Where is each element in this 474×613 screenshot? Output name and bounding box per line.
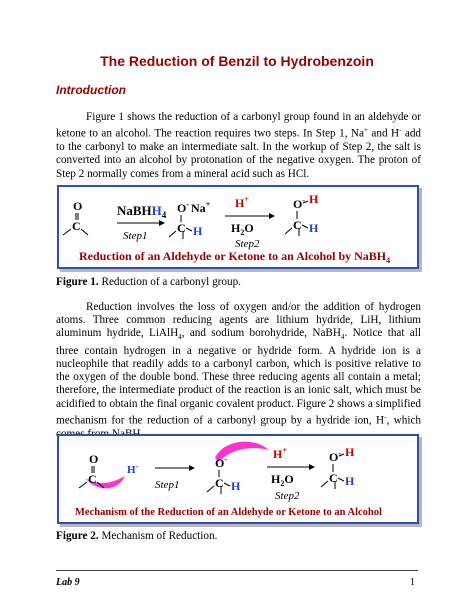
- footer-divider: [56, 570, 418, 571]
- hydride-ion: H-: [127, 462, 139, 476]
- m-product-ch-hydrogen: H: [345, 474, 355, 488]
- step2-label: Step2: [235, 238, 260, 250]
- intermediate-hydrogen: H: [193, 224, 203, 238]
- intermediate-carbon: C: [177, 221, 186, 235]
- m-reactant-carbon: C: [88, 472, 97, 486]
- figure-2-caption: Figure 2. Mechanism of Reduction.: [56, 530, 218, 542]
- m-reactant-oxygen: O: [89, 452, 99, 466]
- intro-paragraph: Figure 1 shows the reduction of a carbonyl group found in an aldehyde or ketone to an alcohol. The reaction requires two steps. In Step 1, Na+ and H- add to the carbonyl to make an intermediate salt. In the workup of Step 2, the salt is converted into an alcohol by protonation of the negative oxygen. The proton of Step 2 normally comes from a mineral acid such as HCl.: [56, 111, 422, 180]
- figure-1-box: [57, 185, 419, 269]
- m-product-oh-hydrogen: H: [345, 445, 355, 459]
- product-oh-hydrogen: H: [309, 192, 319, 206]
- page-number: 1: [410, 577, 415, 588]
- m-intermediate-carbon: C: [215, 476, 224, 490]
- figure-2-diagram: [59, 436, 417, 522]
- page-title: The Reduction of Benzil to Hydrobenzoin: [100, 53, 374, 69]
- product-ch-hydrogen: H: [309, 221, 319, 235]
- reactant-oxygen: O: [73, 199, 83, 213]
- m-intermediate-oxygen: O-: [215, 455, 228, 470]
- figure-2-box: [57, 434, 419, 524]
- product-oxygen: O-: [293, 196, 306, 211]
- h-plus-reagent: H+: [235, 195, 249, 210]
- m-h-plus: H+: [273, 446, 287, 461]
- reagent-nabh4: NaBHH$_4$: [117, 203, 167, 220]
- m-product-oxygen: O-: [329, 449, 342, 464]
- m-step1-label: Step1: [155, 479, 180, 491]
- reactant-carbon: C: [72, 219, 81, 233]
- figure-1-diagram: [59, 187, 417, 267]
- footer-lab-label: Lab 9: [56, 577, 80, 588]
- step1-label: Step1: [123, 230, 148, 242]
- m-intermediate-hydrogen: H: [231, 479, 241, 493]
- intermediate-oxygen: O- Na+: [177, 200, 211, 215]
- figure-2-label: Mechanism of the Reduction of an Aldehyde or Ketone to an Alcohol: [75, 507, 382, 518]
- figure-1-caption: Figure 1. Reduction of a carbonyl group.: [56, 276, 241, 288]
- body-paragraph: Reduction involves the loss of oxygen and/or the addition of hydrogen atoms. Three common reducing agents are lithium hydride, LiH, lithium aluminum hydride, LiAlH$_4$, and sodium borohydride, NaBH$_4$. Notice that all three contain hydrogen in a negative or hydride form. A hydride ion is a nucleophile that readily adds to a carbonyl carbon, which is positive relative to the oxygen of the double bond. These three reducing agents all contain a metal; therefore, the intermediate product of the reaction is an ionic salt, which must be acidified to obtain the final organic covalent product. Figure 2 shows a simplified mechanism for the reduction of a carbonyl group by a hydride ion, H-, which: [56, 301, 422, 427]
- m-step2-label: Step2: [275, 490, 300, 502]
- m-product-carbon: C: [329, 471, 338, 485]
- water-reagent: $H_2O$: [231, 221, 254, 237]
- product-carbon: C: [293, 218, 302, 232]
- figure-1-label: Reduction of an Aldehyde or Ketone to an Alcohol by NaBH$_4$: [79, 249, 391, 265]
- m-water: $H_2O$: [271, 472, 294, 488]
- section-heading: Introduction: [56, 83, 126, 97]
